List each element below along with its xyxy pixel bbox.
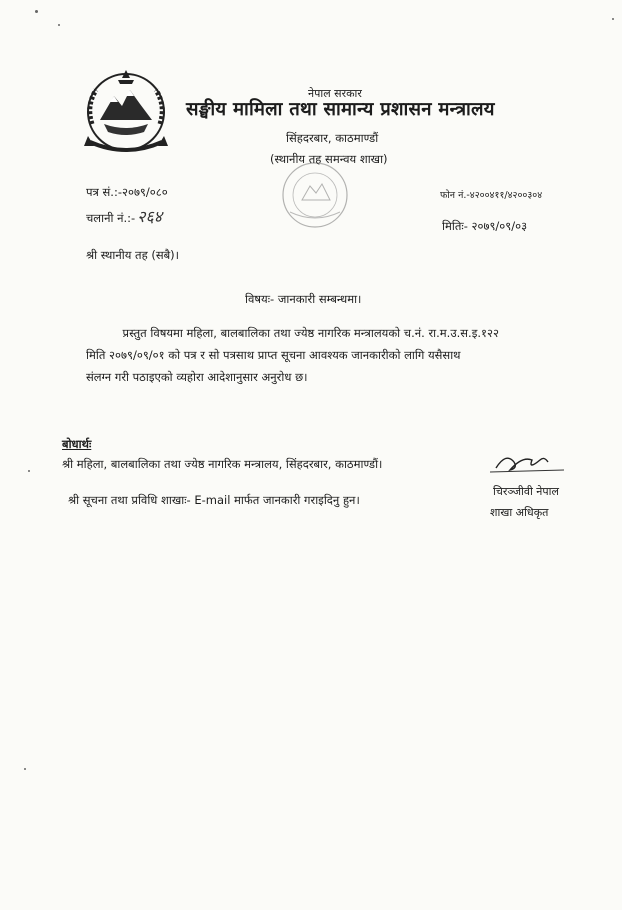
signatory-name: चिरञ्जीवी नेपाल <box>493 485 559 498</box>
cc-item: श्री सूचना तथा प्रविधि शाखाः- E-mail मार्फत जानकारी गराइदिनु हुन। <box>68 493 360 507</box>
body-line: संलग्न गरी पठाइएको व्यहोरा आदेशानुसार अनुरोध छ। <box>86 370 308 384</box>
dispatch-number <box>86 205 162 227</box>
body-line: मिति २०७९/०९/०१ को पत्र र सो पत्रसाथ प्राप्त सूचना आवश्यक जानकारीको लागि यसैसाथ <box>86 348 461 362</box>
scan-speck <box>28 470 30 472</box>
ministry-name: सङ्घीय मामिला तथा सामान्य प्रशासन मन्त्रालय <box>186 99 495 120</box>
cc-item: श्री महिला, बालबालिका तथा ज्येष्ठ नागरिक मन्त्रालय, सिंहदरबार, काठमाण्डौं। <box>62 457 383 471</box>
ministry-location: सिंहदरबार, काठमाण्डौं <box>286 131 379 145</box>
scan-speck <box>35 10 38 13</box>
signatory-title: शाखा अधिकृत <box>490 506 549 519</box>
phone-number: फोन नं.-४२००४११/४२००३०४ <box>440 190 543 201</box>
scan-speck <box>58 24 60 26</box>
addressee: श्री स्थानीय तह (सबै)। <box>86 248 180 262</box>
cc-heading: बोधार्थः <box>62 437 92 451</box>
letter-number: पत्र सं.:-२०७९/०८० <box>86 185 168 199</box>
dispatch-value: २६४ <box>137 207 163 226</box>
letter-body <box>86 322 554 388</box>
scan-speck <box>612 18 614 20</box>
subject-line: विषयः- जानकारी सम्बन्धमा। <box>245 292 362 306</box>
nepal-emblem-icon <box>78 66 174 156</box>
government-name: नेपाल सरकार <box>308 87 362 100</box>
scan-speck <box>24 768 26 770</box>
branch-name: (स्थानीय तह समन्वय शाखा) <box>270 152 388 166</box>
letter-date: मितिः- २०७९/०९/०३ <box>442 219 528 233</box>
dispatch-label: चलानी नं.:- <box>86 211 136 225</box>
body-line: प्रस्तुत विषयमा महिला, बालबालिका तथा ज्येष्ठ नागरिक मन्त्रालयको च.नं. रा.म.उ.स.इ.१२२ <box>86 326 499 340</box>
office-stamp <box>272 160 358 230</box>
signature-mark <box>488 448 566 478</box>
